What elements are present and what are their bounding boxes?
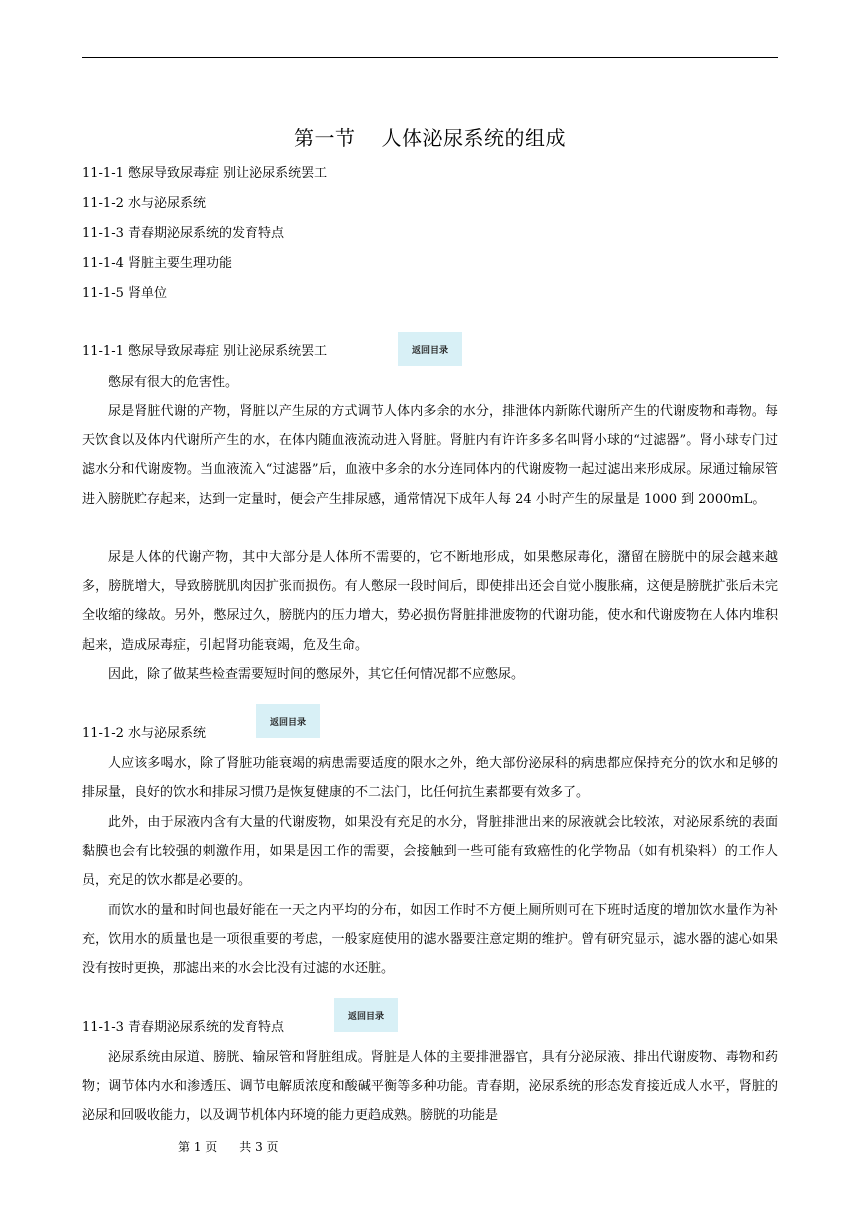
toc-link-11-1-5[interactable]: 11-1-5 肾单位 bbox=[82, 286, 168, 301]
page-number: 第 1 页 bbox=[178, 1140, 218, 1154]
page-total: 共 3 页 bbox=[239, 1140, 279, 1154]
paragraph: 因此，除了做某些检查需要短时间的憋尿外，其它任何情况都不应憋尿。 bbox=[108, 667, 525, 682]
section-heading-11-1-1: 11-1-1 憋尿导致尿毒症 别让泌尿系统罢工 bbox=[82, 344, 328, 359]
paragraph: 泌尿系统由尿道、膀胱、输尿管和肾脏组成。肾脏是人体的主要排泄器官，具有分泌尿液、排出代谢废物、毒物和药物；调节体内水和渗透压、调节电解质浓度和酸碱平衡等多种功能。青春期，泌尿系统的形态发育接近成人水平，肾脏的泌尿和回吸收能力，以及调节机体内环境的能力更趋成熟。膀胱的功能是 bbox=[82, 1050, 778, 1124]
back-to-toc-button[interactable]: 返回目录 bbox=[334, 998, 398, 1032]
paragraph: 憋尿有很大的危害性。 bbox=[108, 375, 239, 390]
paragraph: 而饮水的量和时间也最好能在一天之内平均的分布，如因工作时不方便上厕所则可在下班时适度的增加饮水量作为补充，饮用水的质量也是一项很重要的考虑，一般家庭使用的滤水器要注意定期的维护。曾有研究显示，滤水器的滤心如果没有按时更换，那滤出来的水会比没有过滤的水还脏。 bbox=[82, 903, 778, 977]
title-section-number: 第一节 bbox=[294, 126, 356, 150]
page-footer bbox=[178, 1138, 301, 1155]
back-to-toc-button[interactable]: 返回目录 bbox=[256, 704, 320, 738]
table-of-contents bbox=[82, 164, 327, 314]
section-heading-11-1-3: 11-1-3 青春期泌尿系统的发育特点 bbox=[82, 1020, 285, 1035]
title-text: 人体泌尿系统的组成 bbox=[381, 126, 566, 150]
back-to-toc-button[interactable]: 返回目录 bbox=[398, 332, 462, 366]
paragraph: 尿是肾脏代谢的产物，肾脏以产生尿的方式调节人体内多余的水分，排泄体内新陈代谢所产生的代谢废物和毒物。每天饮食以及体内代谢所产生的水，在体内随血液流动进入肾脏。肾脏内有许许多多名叫肾小球的“过滤器”。肾小球专门过滤水分和代谢废物。当血液流入“过滤器”后，血液中多余的水分连同体内的代谢废物一起过滤出来形成尿。尿通过输尿管进入膀胱贮存起来，达到一定量时，便会产生排尿感，通常情况下成年人每 24 小时产生的尿量是 1000 到 2000mL。 bbox=[82, 404, 778, 507]
header-rule bbox=[82, 57, 778, 58]
section-heading-11-1-2: 11-1-2 水与泌尿系统 bbox=[82, 726, 207, 741]
paragraph: 此外，由于尿液内含有大量的代谢废物，如果没有充足的水分，肾脏排泄出来的尿液就会比较浓，对泌尿系统的表面黏膜也会有比较强的刺激作用，如果是因工作的需要，会接触到一些可能有致癌性的化学物品（如有机染料）的工作人员，充足的饮水都是必要的。 bbox=[82, 815, 778, 889]
toc-link-11-1-2[interactable]: 11-1-2 水与泌尿系统 bbox=[82, 196, 207, 211]
page-title bbox=[0, 122, 860, 151]
paragraph: 人应该多喝水，除了肾脏功能衰竭的病患需要适度的限水之外，绝大部份泌尿科的病患都应保持充分的饮水和足够的排尿量，良好的饮水和排尿习惯乃是恢复健康的不二法门，比任何抗生素都要有效多了。 bbox=[82, 756, 778, 801]
toc-link-11-1-3[interactable]: 11-1-3 青春期泌尿系统的发育特点 bbox=[82, 226, 285, 241]
toc-link-11-1-1[interactable]: 11-1-1 憋尿导致尿毒症 别让泌尿系统罢工 bbox=[82, 166, 328, 181]
toc-link-11-1-4[interactable]: 11-1-4 肾脏主要生理功能 bbox=[82, 256, 233, 271]
paragraph: 尿是人体的代谢产物，其中大部分是人体所不需要的，它不断地形成，如果憋尿毒化，潴留在膀胱中的尿会越来越多，膀胱增大，导致膀胱肌肉因扩张而损伤。有人憋尿一段时间后，即使排出还会自觉小腹胀痛，这便是膀胱扩张后未完全收缩的缘故。另外，憋尿过久，膀胱内的压力增大，势必损伤肾脏排泄废物的代谢功能，使水和代谢废物在人体内堆积起来，造成尿毒症，引起肾功能衰竭，危及生命。 bbox=[82, 550, 778, 653]
